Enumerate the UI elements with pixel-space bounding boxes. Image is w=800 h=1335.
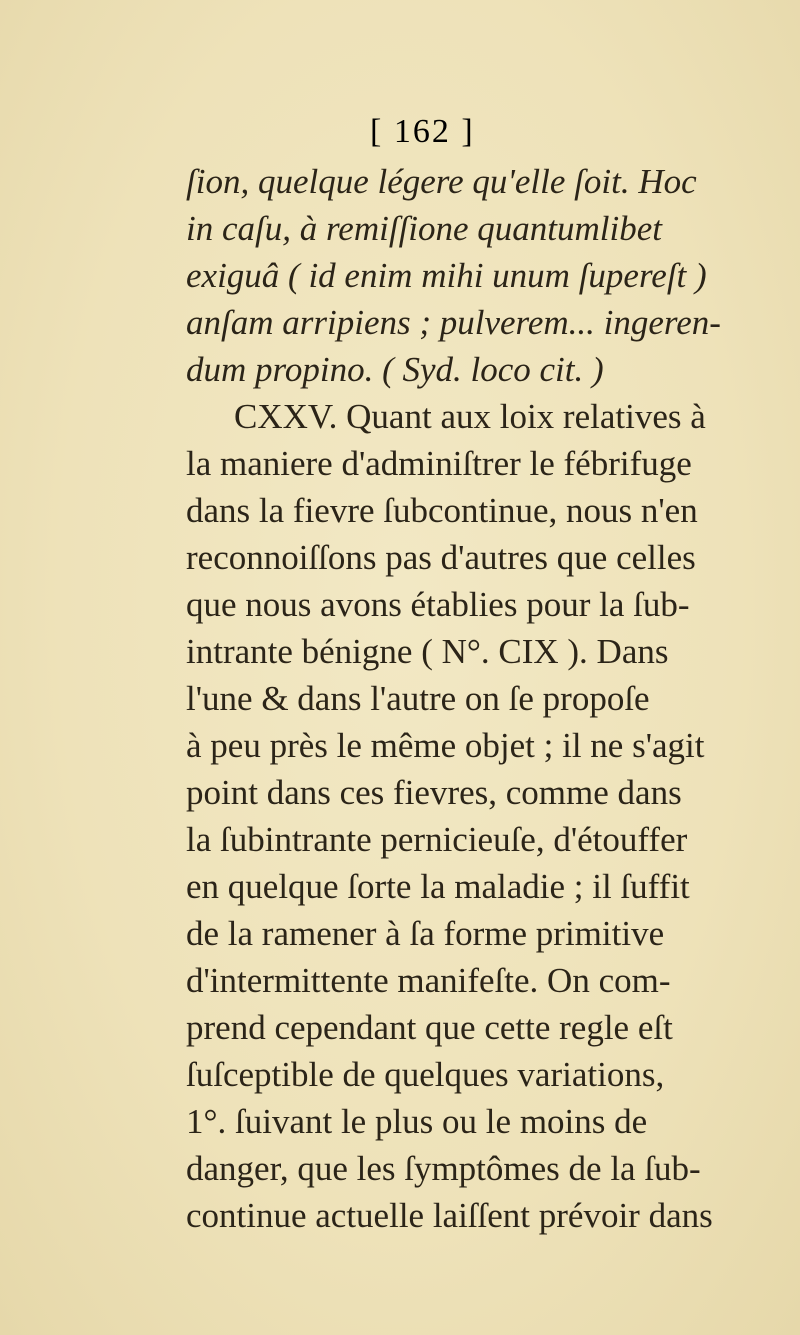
- text-line: reconnoiſſons pas d'autres que celles: [186, 538, 696, 577]
- text-line: point dans ces fievres, comme dans: [186, 773, 682, 812]
- text-line: dum propino. ( Syd. loco cit. ): [186, 350, 604, 389]
- text-line: continue actuelle laiſſent prévoir dans: [186, 1196, 713, 1235]
- text-line: en quelque ſorte la maladie ; il ſuffit: [186, 867, 690, 906]
- text-line: 1°. ſuivant le plus ou le moins de: [186, 1102, 648, 1141]
- text-line: d'intermittente manifeſte. On com-: [186, 961, 671, 1000]
- text-line: danger, que les ſymptômes de la ſub-: [186, 1149, 701, 1188]
- text-line: la ſubintrante pernicieuſe, d'étouffer: [186, 820, 688, 859]
- text-line: la maniere d'adminiſtrer le fébrifuge: [186, 444, 692, 483]
- text-line: prend cependant que cette regle eſt: [186, 1008, 673, 1047]
- text-line: CXXV. Quant aux loix relatives à: [234, 397, 706, 436]
- text-line: de la ramener à ſa forme primitive: [186, 914, 665, 953]
- text-line: intrante bénigne ( N°. CIX ). Dans: [186, 632, 669, 671]
- text-line: que nous avons établies pour la ſub-: [186, 585, 690, 624]
- text-line: dans la fievre ſubcontinue, nous n'en: [186, 491, 698, 530]
- text-line: l'une & dans l'autre on ſe propoſe: [186, 679, 650, 718]
- text-line: in caſu, à remiſſione quantumlibet: [186, 209, 663, 248]
- text-line: anſam arripiens ; pulverem... ingeren-: [186, 303, 721, 342]
- page-number: [ 162 ]: [370, 113, 475, 150]
- text-line: exiguâ ( id enim mihi unum ſupereſt ): [186, 256, 707, 295]
- text-line: à peu près le même objet ; il ne s'agit: [186, 726, 705, 765]
- text-line: ſuſceptible de quelques variations,: [186, 1055, 665, 1094]
- text-line: ſion, quelque légere qu'elle ſoit. Hoc: [186, 162, 697, 201]
